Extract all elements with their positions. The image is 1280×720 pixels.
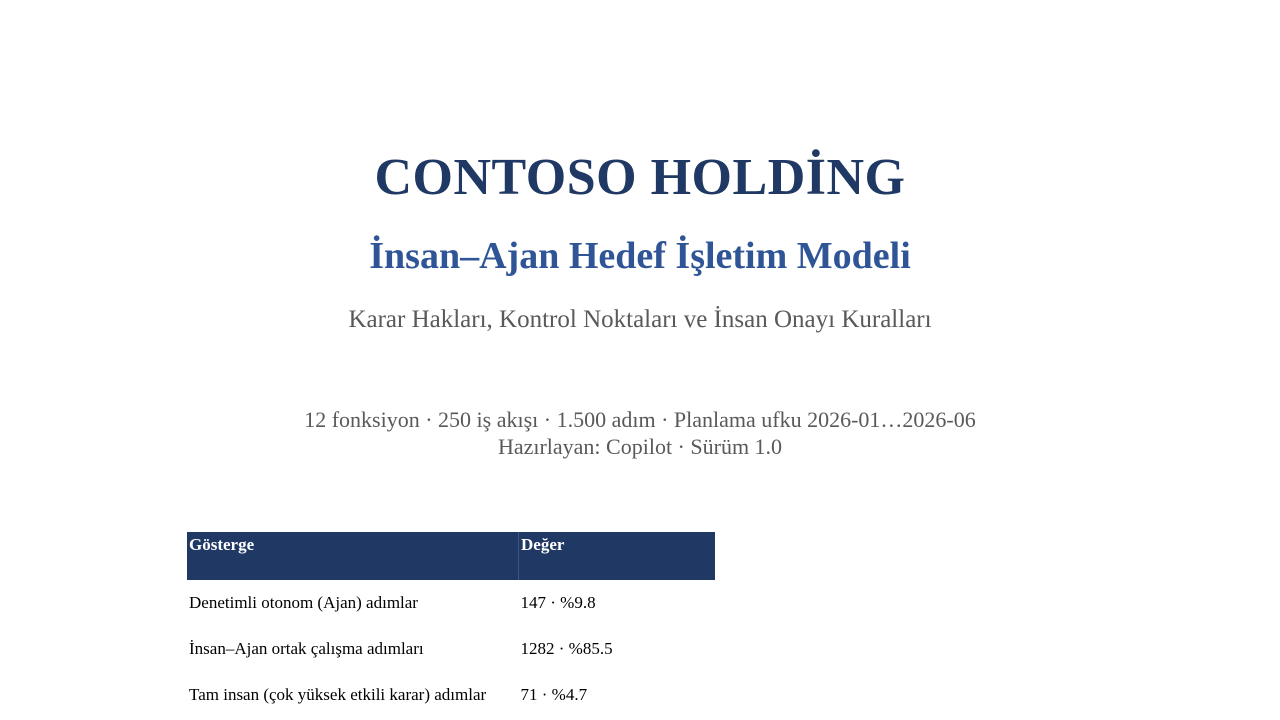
table-row (187, 626, 715, 672)
meta-author-line: Hazırlayan: Copilot · Sürüm 1.0 (497, 434, 783, 459)
document-title: İnsan–Ajan Hedef İşletim Modeli (369, 235, 911, 277)
column-header-indicator: Gösterge (187, 532, 519, 580)
indicator-cell: Denetimli otonom (Ajan) adımlar (189, 593, 418, 612)
company-name: CONTOSO HOLDİNG (374, 149, 906, 206)
column-header-value: Değer (519, 532, 716, 580)
table-header-row (187, 532, 715, 580)
value-cell: 71 · %4.7 (520, 685, 588, 704)
value-cell: 147 · %9.8 (520, 593, 596, 612)
value-cell: 1282 · %85.5 (520, 639, 613, 658)
table-row (187, 580, 715, 626)
document-subtitle: Karar Hakları, Kontrol Noktaları ve İnsan Onayı Kuralları (348, 306, 932, 333)
table-row (187, 672, 715, 718)
document-meta (0, 406, 1280, 460)
indicator-cell: Tam insan (çok yüksek etkili karar) adımlar (189, 685, 487, 704)
kpi-table (187, 532, 715, 718)
meta-scope-line: 12 fonksiyon · 250 iş akışı · 1.500 adım · Planlama ufku 2026-01…2026-06 (304, 407, 976, 432)
indicator-cell: İnsan–Ajan ortak çalışma adımları (189, 639, 424, 658)
